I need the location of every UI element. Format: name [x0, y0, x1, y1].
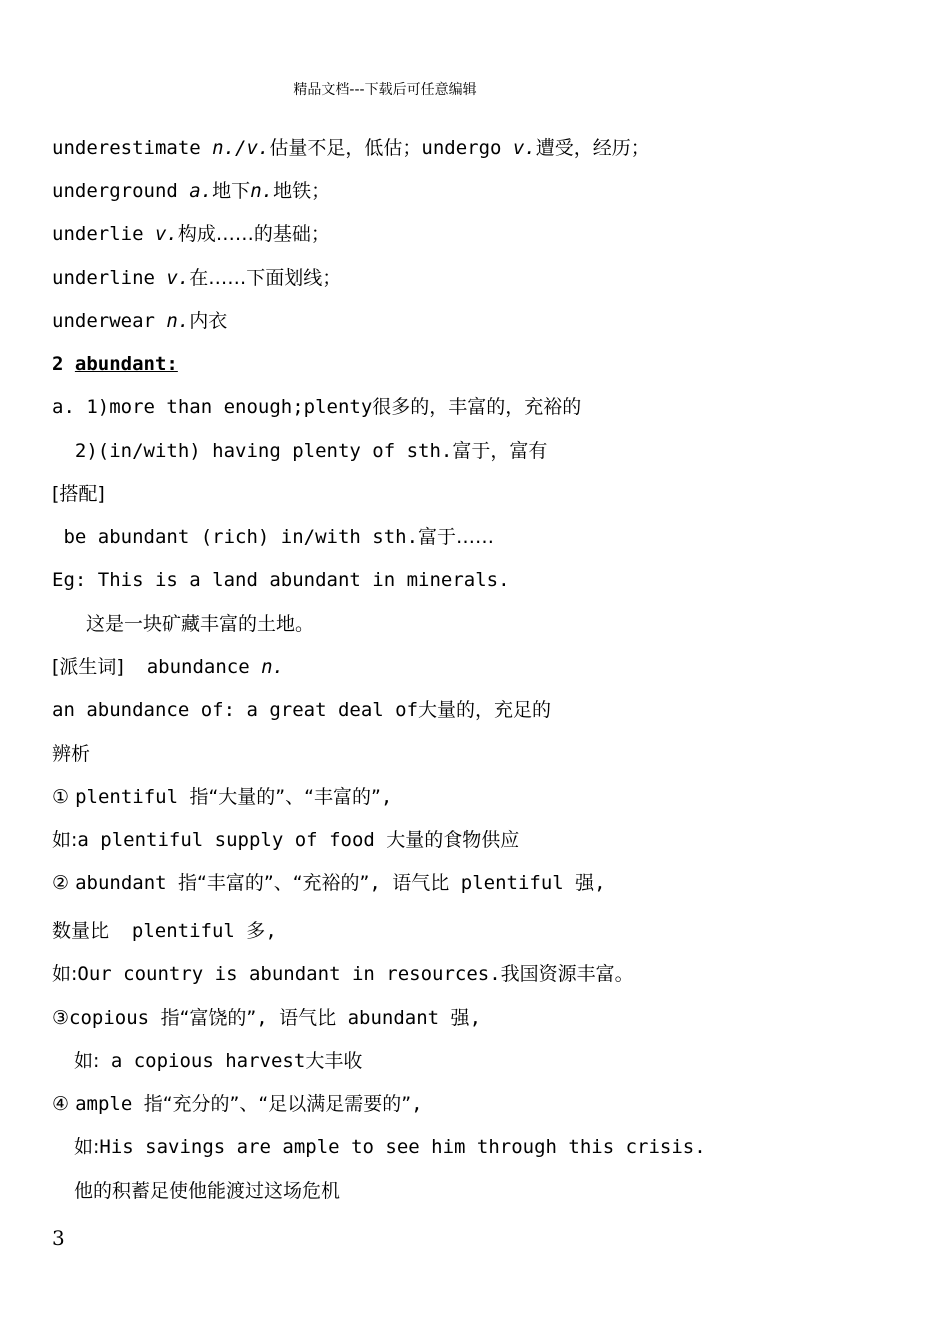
- definition-cn: 很多的，丰富的，充裕的: [372, 396, 582, 418]
- item-word: plentiful: [75, 786, 190, 808]
- analysis-example-2: [52, 962, 634, 986]
- item-desc: 指“大量的”、“丰富的”: [189, 786, 381, 808]
- example-prefix: 如:: [52, 963, 78, 985]
- phrase-cn: 大量的，充足的: [418, 699, 552, 721]
- analysis-example-4: [74, 1135, 706, 1159]
- item-word: plentiful: [449, 872, 576, 894]
- item-word: ample: [75, 1093, 144, 1115]
- entry-underline: [52, 266, 341, 290]
- item-word: abundant: [336, 1007, 451, 1029]
- entry-underwear: [52, 309, 227, 333]
- collocation-cn: 富于……: [418, 526, 495, 548]
- item-desc: 多: [246, 920, 266, 942]
- part-of-speech: v.: [512, 137, 536, 159]
- item-word: copious: [69, 1007, 161, 1029]
- headword: undergo: [421, 137, 513, 159]
- headword: underestimate: [52, 137, 213, 159]
- punctuation: ,: [411, 1093, 423, 1115]
- entry-underlie: [52, 222, 330, 246]
- section-heading-abundant: [52, 352, 178, 376]
- page-number: 3: [52, 1226, 65, 1250]
- derivative-label: [派生词]: [52, 656, 124, 678]
- item-number: ②: [52, 872, 76, 894]
- definition: 地铁；: [273, 180, 331, 202]
- punctuation: ,: [256, 1007, 280, 1029]
- example-cn: 大丰收: [305, 1050, 363, 1072]
- definition-line-2: [52, 439, 547, 463]
- collocation-line: [52, 525, 494, 549]
- definition: 在……下面划线；: [189, 267, 342, 289]
- definition-cn: 富于，富有: [452, 440, 548, 462]
- item-desc: 强: [575, 872, 595, 894]
- item-desc: 强: [450, 1007, 470, 1029]
- phrase-en: an abundance of: a great deal of: [52, 699, 419, 721]
- part-of-speech: v.: [166, 267, 190, 289]
- headword: underlie: [52, 223, 155, 245]
- definition: 估量不足，低估；: [269, 137, 422, 159]
- item-desc: 语气比: [279, 1007, 337, 1029]
- collocation-label: [搭配]: [52, 483, 105, 505]
- example-en: a plentiful supply of food: [77, 829, 387, 851]
- page-header: 精品文档---下载后可任意编辑: [293, 82, 477, 98]
- example-cn: 我国资源丰富。: [500, 963, 634, 985]
- definition-line-1: [52, 395, 581, 419]
- part-of-speech: n.: [250, 180, 274, 202]
- entry-underground: [52, 179, 330, 203]
- analysis-example-3: [74, 1049, 362, 1073]
- definition: 遭受，经历；: [535, 137, 650, 159]
- entry-underestimate: [52, 136, 650, 160]
- item-desc: 语气比: [392, 872, 450, 894]
- example-en: Our country is abundant in resources.: [77, 963, 501, 985]
- item-word: plentiful: [109, 920, 247, 942]
- example-en: a copious harvest: [99, 1050, 306, 1072]
- section-word: abundant:: [74, 353, 178, 375]
- item-desc: 指“富饶的”: [160, 1007, 257, 1029]
- analysis-item-2-cont: [52, 919, 277, 943]
- definition-en: 2)(in/with) having plenty of sth.: [52, 440, 453, 462]
- item-desc: 数量比: [52, 920, 110, 942]
- punctuation: ,: [594, 872, 606, 894]
- collocation-en: be abundant (rich) in/with sth.: [52, 526, 419, 548]
- part-of-speech: a.: [189, 180, 213, 202]
- item-number: ①: [52, 786, 76, 808]
- phrase-line: [52, 698, 551, 722]
- item-desc: 指“充分的”、“足以满足需要的”: [143, 1093, 412, 1115]
- headword: underwear: [52, 310, 167, 332]
- item-word: abundant: [75, 872, 179, 894]
- example-sentence: Eg: This is a land abundant in minerals.: [52, 569, 510, 591]
- section-number: 2: [52, 353, 75, 375]
- definition: 构成……的基础；: [177, 223, 330, 245]
- example-en: His savings are ample to see him through this crisis.: [99, 1136, 706, 1158]
- example-prefix: 如:: [74, 1136, 100, 1158]
- example-prefix: 如:: [74, 1050, 100, 1072]
- part-of-speech: n.: [261, 656, 284, 678]
- analysis-item-2: [52, 871, 606, 895]
- punctuation: ,: [469, 1007, 482, 1029]
- example-translation: 这是一块矿藏丰富的土地。: [86, 613, 315, 635]
- part-of-speech: n.: [166, 310, 190, 332]
- punctuation: ,: [369, 872, 393, 894]
- item-desc: 指“丰富的”、“充裕的”: [178, 872, 370, 894]
- definition: 内衣: [189, 310, 228, 332]
- analysis-item-1: [52, 785, 392, 809]
- example-prefix: 如:: [52, 829, 78, 851]
- analysis-example-4-translation: 他的积蓄足使他能渡过这场危机: [74, 1180, 341, 1202]
- derivative-word: abundance: [123, 656, 262, 678]
- analysis-item-4: [52, 1092, 423, 1116]
- item-number: ③: [52, 1007, 70, 1029]
- headword: underground: [52, 180, 190, 202]
- derivative-line: [52, 655, 284, 679]
- punctuation: ,: [265, 920, 277, 942]
- item-number: ④: [52, 1093, 76, 1115]
- definition-en: a. 1)more than enough;plenty: [52, 396, 373, 418]
- analysis-item-3: [52, 1006, 481, 1030]
- analysis-example-1: [52, 828, 519, 852]
- analysis-label: 辨析: [52, 743, 91, 765]
- part-of-speech: v.: [154, 223, 178, 245]
- definition: 地下: [212, 180, 251, 202]
- punctuation: ,: [380, 786, 393, 808]
- example-cn: 大量的食物供应: [386, 829, 520, 851]
- part-of-speech: n./v.: [212, 137, 270, 159]
- headword: underline: [52, 267, 167, 289]
